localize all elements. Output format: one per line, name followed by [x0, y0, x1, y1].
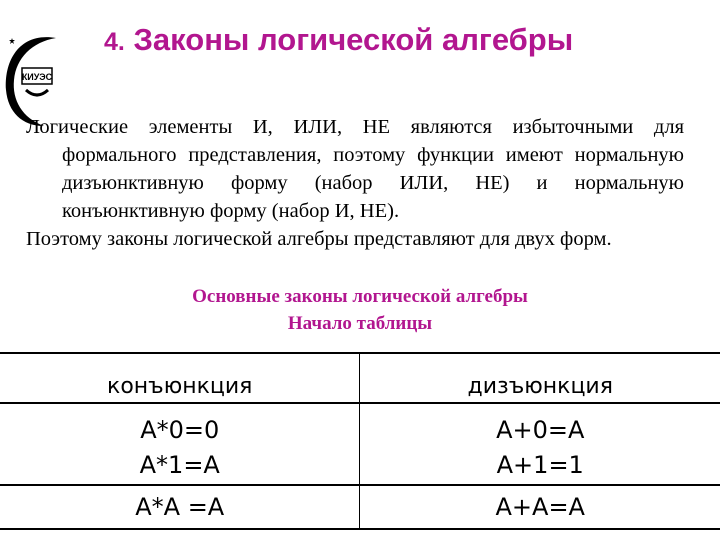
- table-cell: A*0=0: [140, 416, 220, 444]
- summary-paragraph: Поэтому законы логической алгебры представляют для двух форм.: [26, 228, 612, 250]
- header-conjunction: конъюнкция: [0, 353, 360, 403]
- table-row: [0, 446, 720, 485]
- slide-number: 4.: [104, 28, 125, 56]
- slide-title: [104, 22, 573, 58]
- table-cell: A+A=A: [360, 485, 720, 529]
- header-disjunction: дизъюнкция: [360, 353, 720, 403]
- slide-title-text: Законы логической алгебры: [133, 22, 574, 57]
- table-row: [0, 485, 720, 529]
- laws-table: [0, 352, 720, 530]
- intro-paragraph: Логические элементы И, ИЛИ, НЕ являются избыточными для формального представления, поэтому функции имеют нормальную дизъюнктивную форму (набор ИЛИ, НЕ) и нормальную конъюнктивную форму (набор И, НЕ).: [26, 116, 684, 222]
- table-subcaption: Начало таблицы: [287, 313, 433, 334]
- table-caption: Основные законы логической алгебры: [192, 286, 528, 307]
- table-cell: A*A =A: [0, 485, 360, 529]
- table-header-row: [0, 353, 720, 403]
- svg-text:КИУЭС: КИУЭС: [21, 72, 53, 82]
- table-cell: A+0=A: [360, 403, 720, 446]
- table-cell: A+1=1: [360, 446, 720, 485]
- table-row: [0, 403, 720, 446]
- table-cell: A*1=A: [0, 446, 360, 485]
